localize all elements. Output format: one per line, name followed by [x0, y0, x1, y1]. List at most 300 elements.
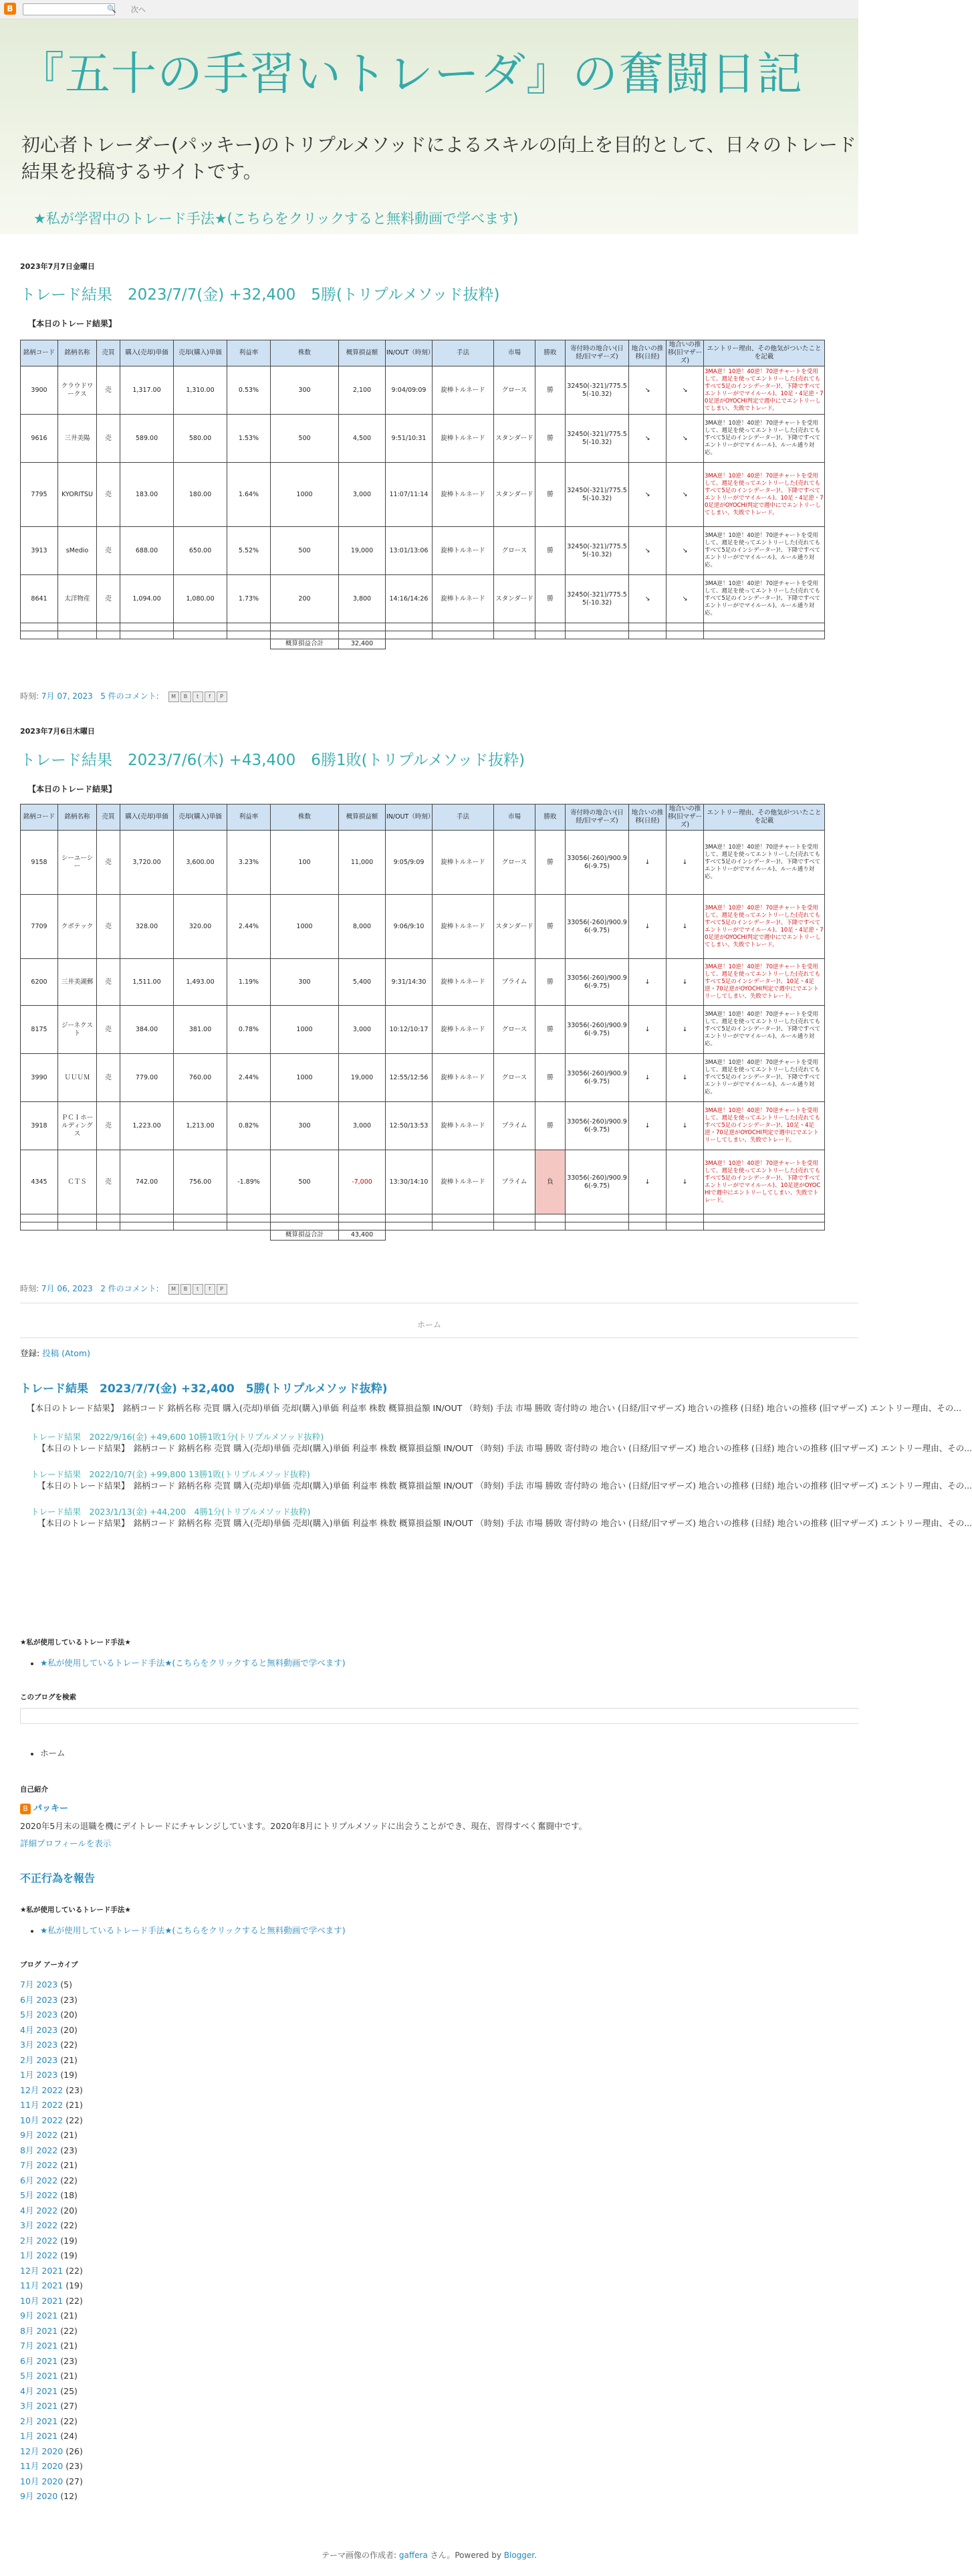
empty-cell [97, 639, 120, 649]
empty-cell [704, 1230, 825, 1241]
empty-cell [227, 623, 271, 631]
post-comments-link[interactable]: 2 件のコメント: [100, 1284, 159, 1293]
cell-pl: 8,000 [339, 895, 386, 959]
empty-cell [271, 1222, 339, 1230]
archive-count: (21) [60, 2341, 78, 2351]
archive-month-link[interactable]: 5月 2022 [20, 2190, 58, 2200]
cell-result: 勝 [535, 831, 566, 895]
email-share-icon[interactable]: M [168, 691, 179, 702]
pinterest-share-icon[interactable]: P [217, 691, 227, 702]
archive-count: (5) [60, 1979, 72, 1990]
facebook-share-icon[interactable]: f [205, 1284, 215, 1295]
cell-entry: 3MA逆！10逆！40逆！70逆チャートを受用して、週足を使ってエントリーした(売れてもすべて5足のインシデーター)!、下降ですべてエントリーがでマイルール)、ルール通り対応。 [704, 1054, 825, 1102]
cell-trend1: ↘ [629, 415, 666, 463]
cell-shares: 200 [271, 575, 339, 623]
empty-cell [174, 623, 227, 631]
empty-cell [629, 639, 666, 649]
empty-cell [120, 623, 174, 631]
archive-count: (23) [60, 2145, 78, 2155]
empty-cell [174, 639, 227, 649]
blog-search-input[interactable] [20, 1708, 859, 1724]
cell-rate: 1.64% [227, 463, 271, 527]
cell-trend1: ↘ [629, 575, 666, 623]
archive-item [20, 2384, 858, 2399]
archive-month-link[interactable]: 3月 2021 [20, 2401, 58, 2411]
cell-pl: 3,000 [339, 1102, 386, 1150]
column-header: エントリー理由、その他気がついたことを記載 [704, 340, 825, 366]
archive-count: (23) [66, 2084, 83, 2095]
cell-market: グロース [494, 366, 535, 415]
archive-item [20, 2414, 858, 2430]
profile-name-link[interactable]: パッキー [33, 1804, 69, 1814]
empty-cell [629, 1214, 666, 1222]
archive-month-link[interactable]: 10月 2021 [20, 2295, 64, 2306]
cell-buy: 742.00 [120, 1150, 174, 1214]
empty-cell [386, 639, 433, 649]
empty-cell [120, 1222, 174, 1230]
cell-market: プライム [494, 1150, 535, 1214]
column-header: エントリー理由、その他気がついたことを記載 [704, 804, 825, 831]
cell-inout: 9:51/10:31 [386, 415, 433, 463]
cell-entry: 3MA逆！10逆！40逆！70逆チャートを受用して、週足を使ってエントリーした(売れてもすべて5足のインシデーター)!、下降ですべてエントリーがでマイルール)、10足逆がOYOCHIで週中にエントリーしてしまい、失敗でトレード。 [704, 1150, 825, 1214]
post-title[interactable]: トレード結果 2023/7/6(木) +43,400 6勝1敗(トリプルメソッド抜粋) [20, 752, 525, 769]
cell-code: 8641 [21, 575, 58, 623]
cell-side: 売 [97, 366, 120, 415]
table-header-row [21, 340, 825, 366]
header-method-link[interactable]: ★私が学習中のトレード手法★(こちらをクリックすると無料動画で学べます) [33, 211, 519, 227]
cell-shares: 300 [271, 366, 339, 415]
blogger-navbar [0, 0, 858, 19]
cell-sell: 650.00 [174, 527, 227, 575]
cell-shares: 500 [271, 1150, 339, 1214]
archive-count: (19) [60, 2250, 78, 2260]
empty-cell [433, 631, 494, 639]
table-row [21, 1054, 825, 1102]
cell-shares: 100 [271, 831, 339, 895]
archive-month-link[interactable]: 6月 2022 [20, 2175, 58, 2185]
archive-count: (23) [60, 2355, 78, 2366]
blog-this-icon[interactable]: B [180, 691, 191, 702]
archive-count: (26) [66, 2446, 83, 2456]
cell-pl: 3,000 [339, 1006, 386, 1054]
empty-cell [433, 639, 494, 649]
popular-posts-widget [20, 1379, 972, 1543]
facebook-share-icon[interactable]: f [205, 691, 215, 702]
search-widget [20, 1692, 858, 1702]
cell-open: 33056(-260)/900.96(-9.75) [566, 959, 629, 1006]
cell-inout: 11:07/11:14 [386, 463, 433, 527]
cell-trend1: ↓ [629, 831, 666, 895]
cell-open: 33056(-260)/900.96(-9.75) [566, 831, 629, 895]
cell-buy: 688.00 [120, 527, 174, 575]
method-widget [20, 1637, 858, 1669]
empty-cell [535, 1222, 566, 1230]
empty-cell [271, 623, 339, 631]
archive-month-link[interactable]: 11月 2020 [20, 2461, 64, 2471]
pages-home-link[interactable]: ホーム [40, 1748, 66, 1758]
profile-widget [20, 1784, 858, 1849]
cell-market: スタンダード [494, 575, 535, 623]
table-row [21, 463, 825, 527]
cell-pl: 5,400 [339, 959, 386, 1006]
popular-post-item [31, 1505, 972, 1529]
archive-month-link[interactable]: 9月 2022 [20, 2130, 58, 2140]
profile-more-link[interactable]: 詳細プロフィールを表示 [20, 1838, 112, 1848]
archive-count: (20) [60, 2010, 78, 2020]
cell-name: クボテック [58, 895, 97, 959]
archive-month-link[interactable]: 12月 2020 [20, 2446, 64, 2456]
footer-author-link[interactable]: gaffera [398, 2551, 428, 2560]
widget-heading: ★私が使用しているトレード手法★ [20, 1638, 131, 1646]
table-row [21, 366, 825, 415]
cell-sell: 180.00 [174, 463, 227, 527]
cell-rate: -1.89% [227, 1150, 271, 1214]
bullet-icon [31, 1930, 33, 1933]
empty-cell [704, 639, 825, 649]
empty-cell [566, 631, 629, 639]
empty-cell [97, 1222, 120, 1230]
popular-post-title[interactable]: トレード結果 2023/1/13(金) +44,200 4勝1分(トリプルメソッド抜粋) [31, 1507, 311, 1517]
empty-cell [494, 1230, 535, 1241]
report-abuse-link[interactable]: 不正行為を報告 [20, 1872, 96, 1885]
table-row [21, 527, 825, 575]
cell-rate: 3.23% [227, 831, 271, 895]
method-link[interactable]: ★私が使用しているトレード手法★(こちらをクリックすると無料動画で学べます) [40, 1925, 346, 1935]
cell-entry: 3MA逆！10逆！40逆！70逆チャートを受用して、週足を使ってエントリーした(売れてもすべて5足のインシデーター)!、下降ですべてエントリーがでマイルール)、10足・4足逆・70足逆がOYOCHI判定で週中にでエントリーしてしまい、失敗でトレード。 [704, 366, 825, 415]
bullet-icon [31, 1662, 33, 1665]
empty-cell [535, 639, 566, 649]
cell-market: グロース [494, 1054, 535, 1102]
cell-inout: 13:01/13:06 [386, 527, 433, 575]
search-icon[interactable]: 🔍 [107, 5, 116, 13]
archive-month-link[interactable]: 8月 2021 [20, 2325, 58, 2336]
post-footer [20, 690, 229, 702]
empty-cell [566, 623, 629, 631]
cell-result: 勝 [535, 527, 566, 575]
cell-shares: 1000 [271, 463, 339, 527]
archive-month-link[interactable]: 7月 2021 [20, 2341, 58, 2351]
table-row [21, 1006, 825, 1054]
cell-open: 33056(-260)/900.96(-9.75) [566, 1006, 629, 1054]
archive-count: (21) [60, 2054, 78, 2065]
cell-pl: 19,000 [339, 527, 386, 575]
archive-month-link[interactable]: 1月 2023 [20, 2070, 58, 2080]
cell-code: 9616 [21, 415, 58, 463]
empty-cell [704, 1222, 825, 1230]
cell-name: KYORITSU [58, 463, 97, 527]
blog-this-icon[interactable]: B [180, 1284, 191, 1295]
method-link[interactable]: ★私が使用しているトレード手法★(こちらをクリックすると無料動画で学べます) [40, 1658, 346, 1668]
archive-count: (24) [60, 2431, 78, 2441]
navbar-search-input[interactable] [23, 3, 115, 15]
footer-credit [0, 2549, 858, 2561]
cell-result: 勝 [535, 1054, 566, 1102]
archive-item [20, 2173, 858, 2189]
cell-side: 売 [97, 1054, 120, 1102]
cell-market: スタンダード [494, 895, 535, 959]
empty-cell [58, 1230, 97, 1241]
empty-cell [494, 639, 535, 649]
cell-code: 7709 [21, 895, 58, 959]
empty-cell [433, 1230, 494, 1241]
archive-count: (22) [60, 2040, 78, 2050]
empty-cell [58, 623, 97, 631]
archive-month-link[interactable]: 11月 2022 [20, 2100, 64, 2110]
archive-item [20, 2309, 858, 2324]
cell-trend2: ↓ [666, 959, 704, 1006]
total-label: 概算損益合計 [271, 639, 339, 649]
archive-month-link[interactable]: 8月 2022 [20, 2145, 58, 2155]
cell-name: sMedio [58, 527, 97, 575]
cell-inout: 10:12/10:17 [386, 1006, 433, 1054]
share-buttons [168, 691, 229, 702]
column-header: 概算損益額 [339, 340, 386, 366]
table-header-row [21, 804, 825, 831]
cell-method: 旋棒トルネード [433, 831, 494, 895]
cell-rate: 1.53% [227, 415, 271, 463]
empty-cell [97, 623, 120, 631]
archive-month-link[interactable]: 7月 2023 [20, 1979, 58, 1990]
column-header: 市場 [494, 340, 535, 366]
cell-sell: 1,213.00 [174, 1102, 227, 1150]
cell-result: 勝 [535, 895, 566, 959]
total-label: 概算損益合計 [271, 1230, 339, 1241]
archive-month-link[interactable]: 10月 2022 [20, 2115, 64, 2125]
popular-post-list [20, 1430, 972, 1529]
empty-cell [227, 639, 271, 649]
archive-month-link[interactable]: 12月 2022 [20, 2084, 64, 2095]
column-header: IN/OUT（時刻） [386, 804, 433, 831]
cell-rate: 5.52% [227, 527, 271, 575]
widget-heading: 自己紹介 [20, 1786, 48, 1794]
archive-count: (19) [60, 2070, 78, 2080]
table-row [21, 959, 825, 1006]
archive-item [20, 2324, 858, 2339]
archive-count: (21) [66, 2100, 83, 2110]
cell-market: スタンダード [494, 463, 535, 527]
empty-row [21, 623, 825, 631]
email-share-icon[interactable]: M [168, 1284, 179, 1295]
archive-month-link[interactable]: 3月 2023 [20, 2040, 58, 2050]
twitter-share-icon[interactable]: t [193, 1284, 203, 1295]
cell-name: 三井美陽 [58, 415, 97, 463]
cell-side: 売 [97, 959, 120, 1006]
archive-item [20, 2399, 858, 2414]
cell-trend1: ↓ [629, 1054, 666, 1102]
archive-month-link[interactable]: 2月 2022 [20, 2235, 58, 2246]
archive-month-link[interactable]: 5月 2021 [20, 2371, 58, 2381]
archive-month-link[interactable]: 1月 2021 [20, 2431, 58, 2441]
archive-month-link[interactable]: 4月 2023 [20, 2024, 58, 2035]
cell-market: プライム [494, 1102, 535, 1150]
popular-post-snippet: 【本日のトレード結果】 銘柄コード 銘柄名称 売買 購入(売却)単価 売却(購入)単価 利益率 株数 概算損益額 IN/OUT （時刻) 手法 市場 勝敗 寄付時の 地合い (日経/旧マザーズ) 地合いの推移 (日経) 地合いの推移 (旧マザーズ) エントリー理由、その... [37, 1481, 972, 1491]
column-header: 寄付時の地合い(日経/旧マザーズ) [566, 804, 629, 831]
archive-item [20, 2083, 858, 2099]
cell-entry: 3MA逆！10逆！40逆！70逆チャートを受用して、週足を使ってエントリーした(売れてもすべて5足のインシデーター)!、下降ですべてエントリーがでマイルール)、ルール通り対応。 [704, 415, 825, 463]
archive-month-link[interactable]: 7月 2022 [20, 2160, 58, 2170]
popular-post-title[interactable]: トレード結果 2022/9/16(金) +49,600 10勝1敗1分(トリプルメソッド抜粋) [31, 1432, 324, 1442]
subscribe-atom-link[interactable]: 投稿 (Atom) [42, 1348, 90, 1358]
archive-item [20, 2354, 858, 2369]
cell-open: 32450(-321)/775.55(-10.32) [566, 366, 629, 415]
post-time-label: 時刻: [20, 691, 39, 701]
column-header: 寄付時の地合い(日経/旧マザーズ) [566, 340, 629, 366]
twitter-share-icon[interactable]: t [193, 691, 203, 702]
empty-cell [339, 1214, 386, 1222]
table-row [21, 1150, 825, 1214]
report-widget [20, 1870, 858, 1885]
archive-month-link[interactable]: 12月 2021 [20, 2265, 64, 2276]
cell-result: 勝 [535, 415, 566, 463]
archive-count: (22) [60, 2220, 78, 2230]
profile-bio: 2020年5月末の退職を機にデイトレードにチャレンジしています。2020年8月にトリプルメソッドに出会うことができ、現在、習得すべく奮闘中です。 [20, 1820, 588, 1831]
navbar-more-link[interactable]: 次へ [131, 5, 146, 14]
cell-sell: 1,310.00 [174, 366, 227, 415]
archive-month-link[interactable]: 10月 2020 [20, 2476, 64, 2486]
column-header: 売却(購入)単価 [174, 340, 227, 366]
empty-cell [386, 623, 433, 631]
column-header: 利益率 [227, 804, 271, 831]
column-header: 利益率 [227, 340, 271, 366]
cell-sell: 580.00 [174, 415, 227, 463]
cell-inout: 9:31/14:30 [386, 959, 433, 1006]
pinterest-share-icon[interactable]: P [217, 1284, 227, 1295]
cell-inout: 13:30/14:10 [386, 1150, 433, 1214]
archive-item [20, 2053, 858, 2068]
empty-cell [666, 639, 704, 649]
popular-post-item [31, 1468, 972, 1492]
cell-open: 33056(-260)/900.96(-9.75) [566, 1102, 629, 1150]
cell-inout: 9:05/9:09 [386, 831, 433, 895]
popular-post-snippet: 【本日のトレード結果】 銘柄コード 銘柄名称 売買 購入(売却)単価 売却(購入)単価 利益率 株数 概算損益額 IN/OUT （時刻) 手法 市場 勝敗 寄付時の 地合い (日経/旧マザーズ) 地合いの推移 (日経) 地合いの推移 (旧マザーズ) エントリー理由、その... [37, 1518, 972, 1528]
blogger-profile-icon: B [20, 1804, 31, 1814]
empty-cell [21, 1214, 58, 1222]
archive-month-link[interactable]: 2月 2021 [20, 2416, 58, 2426]
archive-month-link[interactable]: 4月 2021 [20, 2385, 58, 2396]
archive-count: (20) [60, 2205, 78, 2216]
archive-month-link[interactable]: 11月 2021 [20, 2280, 64, 2290]
archive-month-link[interactable]: 9月 2021 [20, 2311, 58, 2321]
cell-buy: 1,094.00 [120, 575, 174, 623]
cell-entry: 3MA逆！10逆！40逆！70逆チャートを受用して、週足を使ってエントリーした(売れてもすべて5足のインシデーター)!、10足・4足逆・70足逆がOYOCHI判定で週中にでエントリーしてしまい、失敗でトレード。 [704, 959, 825, 1006]
empty-cell [120, 639, 174, 649]
archive-month-link[interactable]: 9月 2020 [20, 2491, 58, 2501]
cell-code: 6200 [21, 959, 58, 1006]
archive-count: (22) [66, 2295, 83, 2306]
empty-cell [271, 1214, 339, 1222]
widget-heading: このブログを検索 [20, 1693, 76, 1701]
cell-method: 旋棒トルネード [433, 366, 494, 415]
cell-name: ジーネクスト [58, 1006, 97, 1054]
archive-item [20, 2234, 858, 2249]
table-row [21, 895, 825, 959]
archive-count: (22) [60, 2325, 78, 2336]
column-header: 地合いの推移(日経) [629, 340, 666, 366]
empty-cell [227, 1230, 271, 1241]
archive-month-link[interactable]: 2月 2023 [20, 2054, 58, 2065]
empty-cell [21, 631, 58, 639]
cell-trend1: ↘ [629, 527, 666, 575]
post-comments-link[interactable]: 5 件のコメント: [100, 691, 159, 701]
cell-entry: 3MA逆！10逆！40逆！70逆チャートを受用して、週足を使ってエントリーした(売れてもすべて5足のインシデーター)!、下降ですべてエントリーがでマイルール)、ルール通り対応。 [704, 575, 825, 623]
footer-blogger-link[interactable]: Blogger [503, 2551, 535, 2560]
popular-post-snippet: 【本日のトレード結果】 銘柄コード 銘柄名称 売買 購入(売却)単価 売却(購入)単価 利益率 株数 概算損益額 IN/OUT （時刻) 手法 市場 勝敗 寄付時の 地合い (日経/旧マザーズ) 地合いの推移 (日経) 地合いの推移 (旧マザーズ) エントリー理由、その... [37, 1443, 972, 1453]
cell-rate: 2.44% [227, 895, 271, 959]
popular-post-main-snippet: 【本日のトレード結果】 銘柄コード 銘柄名称 売買 購入(売却)単価 売却(購入)単価 利益率 株数 概算損益額 IN/OUT （時刻) 手法 市場 勝敗 寄付時の 地合い (日経/旧マザーズ) 地合いの推移 (日経) 地合いの推移 (旧マザーズ) エントリー理由、その... [27, 1403, 962, 1413]
cell-buy: 3,720.00 [120, 831, 174, 895]
cell-code: 3918 [21, 1102, 58, 1150]
cell-inout: 12:55/12:56 [386, 1054, 433, 1102]
cell-method: 旋棒トルネード [433, 575, 494, 623]
archive-item [20, 1977, 858, 1993]
widget-heading: ★私が使用しているトレード手法★ [20, 1906, 131, 1914]
cell-sell: 1,080.00 [174, 575, 227, 623]
cell-side: 売 [97, 415, 120, 463]
archive-item [20, 2264, 858, 2279]
cell-method: 旋棒トルネード [433, 463, 494, 527]
post-timestamp-link[interactable]: 7月 06, 2023 [41, 1284, 93, 1293]
archive-count: (22) [66, 2265, 83, 2276]
cell-inout: 14:16/14:26 [386, 575, 433, 623]
blog-title[interactable]: 『五十の手習いトレーダ』の奮闘日記 [19, 48, 804, 101]
empty-cell [386, 631, 433, 639]
cell-side: 売 [97, 831, 120, 895]
popular-post-main-title[interactable]: トレード結果 2023/7/7(金) +32,400 5勝(トリプルメソッド抜粋) [20, 1382, 388, 1396]
cell-pl: -7,000 [339, 1150, 386, 1214]
archive-month-link[interactable]: 5月 2023 [20, 2010, 58, 2020]
archive-item [20, 2459, 858, 2474]
cell-trend1: ↓ [629, 895, 666, 959]
archive-item [20, 2098, 858, 2113]
cell-market: プライム [494, 959, 535, 1006]
archive-month-link[interactable]: 6月 2021 [20, 2355, 58, 2366]
archive-count: (23) [60, 1994, 78, 2005]
cell-shares: 1000 [271, 1006, 339, 1054]
archive-month-link[interactable]: 4月 2022 [20, 2205, 58, 2216]
archive-count: (22) [60, 2416, 78, 2426]
post-timestamp-link[interactable]: 7月 07, 2023 [41, 691, 93, 701]
popular-post-title[interactable]: トレード結果 2022/10/7(金) +99,800 13勝1敗(トリプルメソッド抜粋) [31, 1469, 310, 1479]
archive-month-link[interactable]: 3月 2022 [20, 2220, 58, 2230]
archive-item [20, 2429, 858, 2444]
cell-shares: 300 [271, 1102, 339, 1150]
post-section-label: 【本日のトレード結果】 [28, 784, 117, 794]
trade-table [20, 340, 825, 649]
cell-rate: 0.53% [227, 366, 271, 415]
cell-side: 売 [97, 1006, 120, 1054]
cell-method: 旋棒トルネード [433, 1006, 494, 1054]
cell-open: 33056(-260)/900.96(-9.75) [566, 1150, 629, 1214]
empty-cell [629, 1222, 666, 1230]
post-footer [20, 1283, 229, 1295]
empty-cell [174, 1214, 227, 1222]
cell-rate: 0.78% [227, 1006, 271, 1054]
archive-month-link[interactable]: 1月 2022 [20, 2250, 58, 2260]
cell-method: 旋棒トルネード [433, 1150, 494, 1214]
empty-cell [666, 1214, 704, 1222]
cell-pl: 2,100 [339, 366, 386, 415]
archive-month-link[interactable]: 6月 2023 [20, 1994, 58, 2005]
empty-cell [704, 623, 825, 631]
blog-pager-home-link[interactable]: ホーム [416, 1320, 441, 1329]
blog-header [0, 19, 858, 234]
blogger-logo-icon[interactable]: B [4, 3, 16, 15]
cell-pl: 3,000 [339, 463, 386, 527]
cell-entry: 3MA逆！10逆！40逆！70逆チャートを受用して、週足を使ってエントリーした(売れてもすべて5足のインシデーター)!、下降ですべてエントリーがでマイルール)、ルール通り対応。 [704, 527, 825, 575]
cell-side: 売 [97, 463, 120, 527]
empty-cell [120, 631, 174, 639]
post-title[interactable]: トレード結果 2023/7/7(金) +32,400 5勝(トリプルメソッド抜粋) [20, 286, 500, 304]
